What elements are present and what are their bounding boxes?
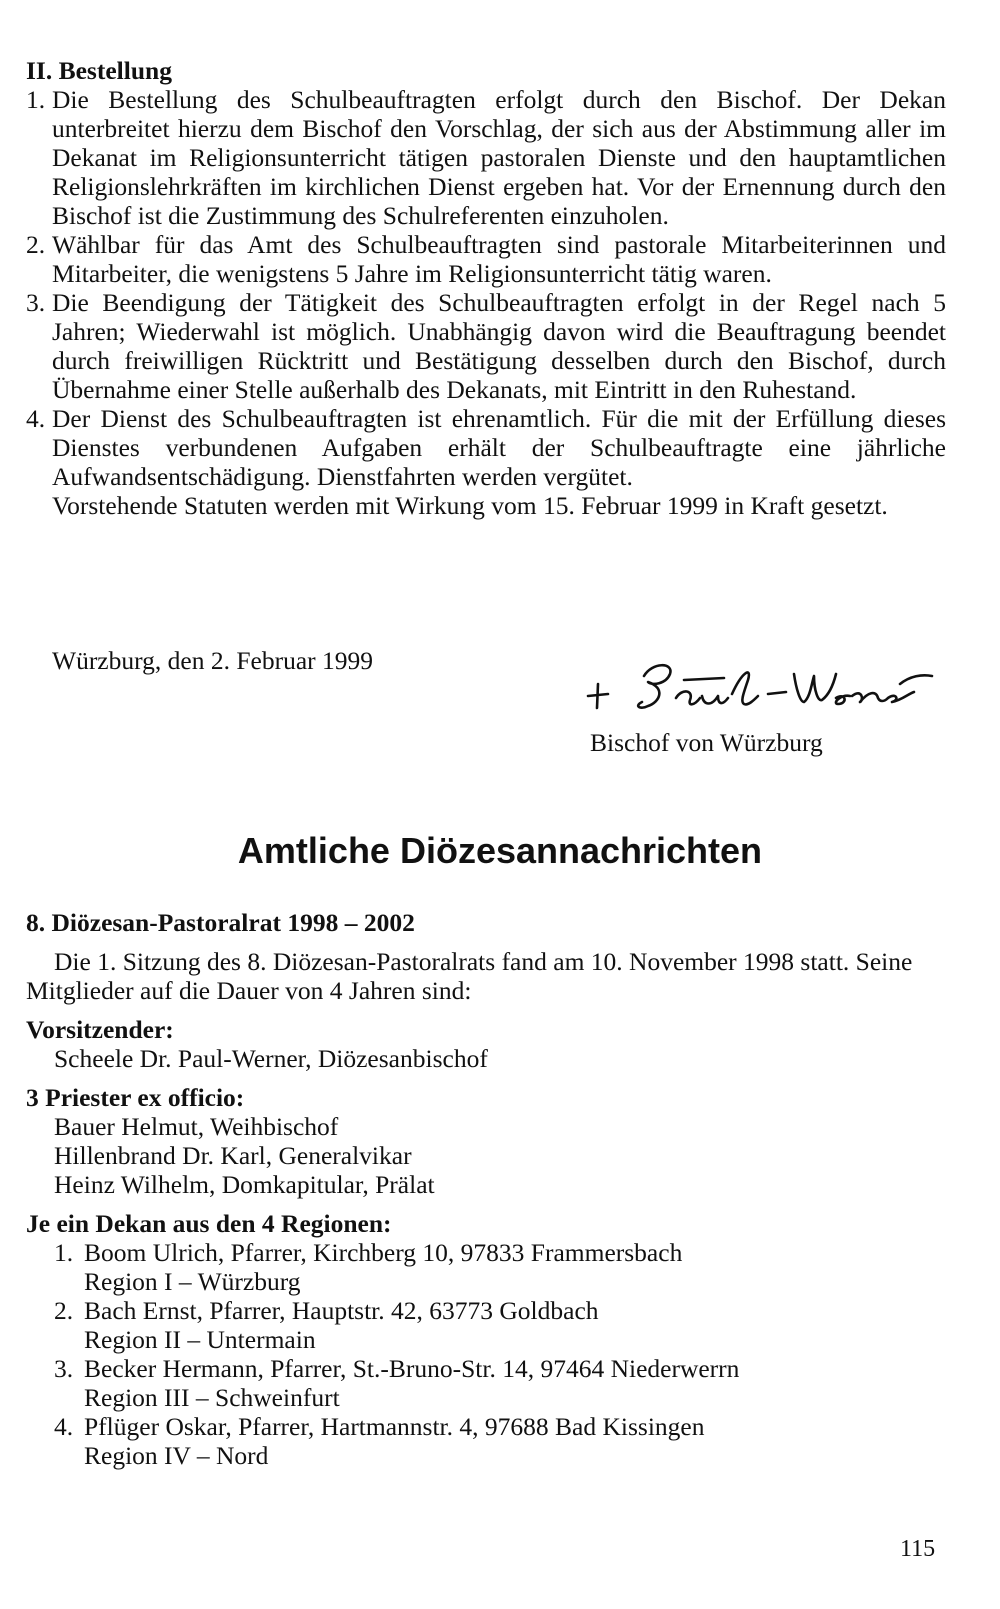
item-number: 3. (26, 288, 46, 317)
item-number: 2. (54, 1296, 74, 1325)
place-date: Würzburg, den 2. Februar 1999 (52, 646, 374, 675)
member-region: Region IV – Nord (84, 1441, 269, 1470)
list-item (26, 1238, 946, 1296)
list-item (26, 1354, 946, 1412)
list-item (26, 288, 946, 404)
page-title: Amtliche Diözesannachrichten (237, 830, 763, 871)
item-number: 1. (26, 85, 46, 114)
item-text: Wählbar für das Amt des Schulbeauftragten sind pastorale Mitarbeiterinnen und Mitarbeiter, die wenigstens 5 Jahre im Religionsunterricht tätig waren. (52, 230, 946, 288)
item-text: Die Beendigung der Tätigkeit des Schulbeauftragten erfolgt in der Regel nach 5 Jahren; Wiederwahl ist möglich. Unabhängig davon wird die Beauftragung beendet durch freiwilligen Rücktritt und Bestätigung desselben durch den Bischof, durch Übernahme einer Stelle außerhalb des Dekanats, mit Eintritt in den Ruhestand. (52, 288, 946, 404)
item-text: Der Dienst des Schulbeauftragten ist ehrenamtlich. Für die mit der Erfüllung dieses Dienstes verbundenen Aufgaben erhält der Schulbeauftragte eine jährliche Aufwandsentschädigung. Dienstfahrten werden vergütet. (52, 404, 946, 491)
member-region: Region II – Untermain (84, 1325, 316, 1354)
member-address: Becker Hermann, Pfarrer, St.-Bruno-Str. 14, 97464 Niederwerrn (84, 1354, 740, 1383)
member-region: Region I – Würzburg (84, 1267, 301, 1296)
section-pastoralrat (26, 908, 946, 1470)
item-number: 3. (54, 1354, 74, 1383)
member-region: Region III – Schweinfurt (84, 1383, 340, 1412)
group-label: Vorsitzender: (26, 1015, 174, 1044)
member-line: Bauer Helmut, Weihbischof (54, 1112, 339, 1141)
group-label: 3 Priester ex officio: (26, 1083, 245, 1112)
closing-statement: Vorstehende Statuten werden mit Wirkung vom 15. Februar 1999 in Kraft gesetzt. (52, 491, 888, 520)
group-chair (26, 1015, 946, 1073)
item-number: 2. (26, 230, 46, 259)
member-line: Hillenbrand Dr. Karl, Generalvikar (54, 1141, 412, 1170)
member-address: Bach Ernst, Pfarrer, Hauptstr. 42, 63773 Goldbach (84, 1296, 599, 1325)
member-line: Heinz Wilhelm, Domkapitular, Prälat (54, 1170, 435, 1199)
list-item (26, 85, 946, 230)
group-label: Je ein Dekan aus den 4 Regionen: (26, 1209, 392, 1238)
list-item (26, 230, 946, 288)
section-heading: 8. Diözesan-Pastoralrat 1998 – 2002 (26, 908, 415, 937)
section-bestellung (26, 56, 946, 520)
page-number: 115 (900, 1536, 936, 1562)
member-address: Pflüger Oskar, Pfarrer, Hartmannstr. 4, 97688 Bad Kissingen (84, 1412, 705, 1441)
member-address: Boom Ulrich, Pfarrer, Kirchberg 10, 97833 Frammersbach (84, 1238, 683, 1267)
handwritten-signature (582, 658, 942, 720)
item-number: 4. (54, 1412, 74, 1441)
member-line: Scheele Dr. Paul-Werner, Diözesanbischof (54, 1044, 488, 1073)
list-item (26, 1412, 946, 1470)
group-deans (26, 1209, 946, 1470)
item-number: 4. (26, 404, 46, 433)
group-priests (26, 1083, 946, 1199)
signatory-title: Bischof von Würzburg (590, 728, 823, 757)
list-item (26, 404, 946, 491)
list-item (26, 1296, 946, 1354)
section-heading: II. Bestellung (26, 56, 172, 85)
item-number: 1. (54, 1238, 74, 1267)
item-text: Die Bestellung des Schulbeauftragten erfolgt durch den Bischof. Der Dekan unterbreitet hierzu dem Bischof den Vorschlag, der sich aus der Abstimmung aller im Dekanat im Religionsunterricht tätigen pastoralen Dienste und den hauptamtlichen Religionslehrkräften im kirchlichen Dienst ergeben hat. Vor der Ernennung durch den Bischof ist die Zustimmung des Schulreferenten einzuholen. (52, 85, 946, 230)
intro-paragraph: Die 1. Sitzung des 8. Diözesan-Pastoralrats fand am 10. November 1998 statt. Seine Mitglieder auf die Dauer von 4 Jahren sind: (26, 947, 913, 1005)
